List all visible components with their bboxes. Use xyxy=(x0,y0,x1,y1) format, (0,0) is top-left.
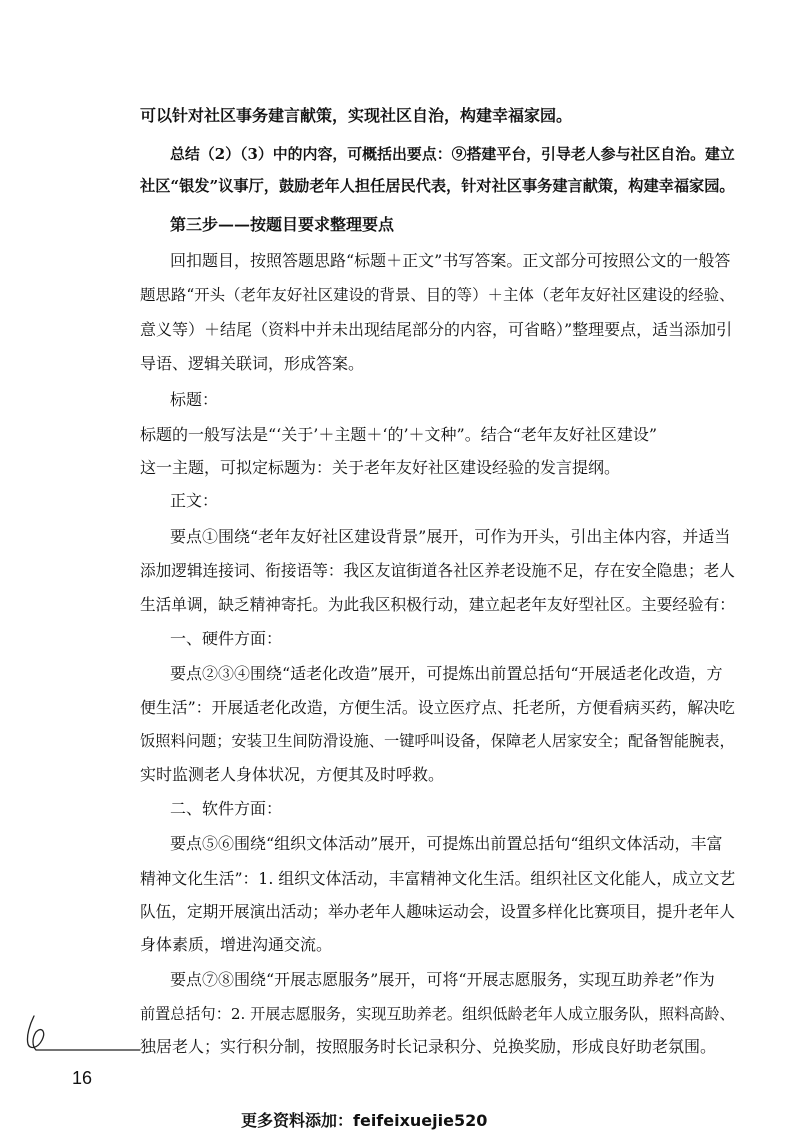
text-line-content: 回扣题目，按照答题思路“标题＋正文”书写答案。正文部分可按照公文的一般答 xyxy=(170,251,731,270)
handwritten-mark xyxy=(20,1008,150,1060)
text-line-content: 要点⑦⑧围绕“开展志愿服务”展开，可将“开展志愿服务，实现互助养老”作为 xyxy=(170,970,715,989)
text-line-content: 导语、逻辑关联词，形成答案。 xyxy=(140,354,365,373)
text-line-content: 独居老人；实行积分制，按照服务时长记录积分、兑换奖励，形成良好助老氛围。 xyxy=(140,1037,717,1056)
text-line-content: 实时监测老人身体状况，方便其及时呼救。 xyxy=(140,765,445,784)
text-line-content: 总结（2）（3）中的内容，可概括出要点：⑨搭建平台，引导老人参与社区自治。建立 xyxy=(170,145,735,163)
text-line-content: 可以针对社区事务建言献策，实现社区自治，构建幸福家园。 xyxy=(140,106,573,125)
text-line-content: 饭照料问题；安装卫生间防滑设施、一键呼叫设备，保障老人居家安全；配备智能腕表， xyxy=(140,732,735,750)
text-line-content: 前置总括句：2. 开展志愿服务，实现互助养老。组织低龄老年人成立服务队，照料高龄、 xyxy=(140,1005,735,1023)
text-line-content: 队伍，定期开展演出活动；举办老年人趣味运动会，设置多样化比赛项目，提升老年人 xyxy=(140,902,735,921)
text-line-content: 标题的一般写法是“‘关于’＋主题＋‘的’＋文种”。结合“老年友好社区建设” xyxy=(140,425,658,444)
footer-note: 更多资料添加：feifeixuejie520 xyxy=(241,1111,488,1130)
text-line-content: 二、软件方面： xyxy=(170,799,283,818)
text-line-content: 要点⑤⑥围绕“组织文体活动”展开，可提炼出前置总括句“组织文体活动，丰富 xyxy=(170,834,723,853)
text-line-content: 社区“银发”议事厅，鼓励老年人担任居民代表，针对社区事务建言献策，构建幸福家园。 xyxy=(140,177,735,195)
text-line-content: 标题： xyxy=(170,390,219,409)
text-line-content: 添加逻辑连接词、衔接语等：我区友谊街道各社区养老设施不足，存在安全隐患；老人 xyxy=(140,561,735,580)
text-line-content: 一、硬件方面： xyxy=(170,629,283,648)
text-line-content: 正文： xyxy=(170,491,219,510)
text-line-content: 要点①围绕“老年友好社区建设背景”展开，可作为开头，引出主体内容，并适当 xyxy=(170,527,731,546)
text-line-content: 精神文化生活”：1. 组织文体活动，丰富精神文化生活。组织社区文化能人，成立文艺 xyxy=(140,869,736,888)
text-line-content: 身体素质，增进沟通交流。 xyxy=(140,935,333,954)
text-line-content: 要点②③④围绕“适老化改造”展开，可提炼出前置总括句“开展适老化改造，方 xyxy=(170,664,723,683)
section-heading-text: 第三步——按题目要求整理要点 xyxy=(170,215,395,234)
text-line-content: 题思路“开头（老年友好社区建设的背景、目的等）＋主体（老年友好社区建设的经验、 xyxy=(140,286,735,304)
text-line-content: 生活单调，缺乏精神寄托。为此我区积极行动，建立起老年友好型社区。主要经验有： xyxy=(140,595,735,614)
text-line-content: 便生活”：开展适老化改造，方便生活。设立医疗点、托老所，方便看病买药，解决吃 xyxy=(140,698,735,717)
text-line-content: 这一主题，可拟定标题为：关于老年友好社区建设经验的发言提纲。 xyxy=(140,458,621,477)
page-number: 16 xyxy=(72,1068,93,1088)
text-line-content: 意义等）＋结尾（资料中并未出现结尾部分的内容，可省略）”整理要点，适当添加引 xyxy=(140,320,733,339)
